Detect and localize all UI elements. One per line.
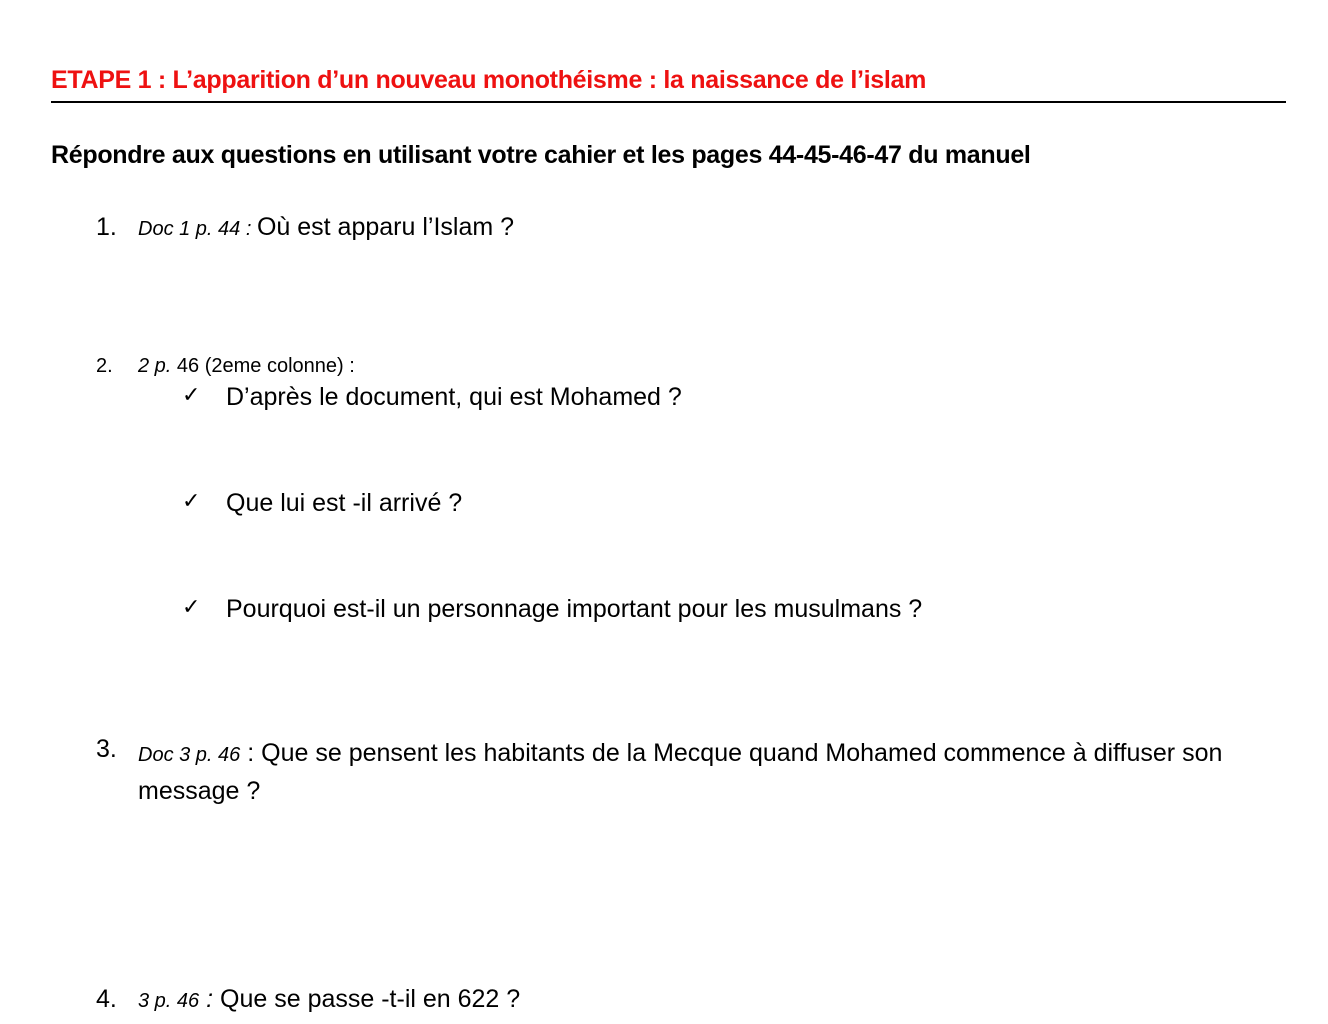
separator: : — [240, 218, 257, 240]
question-number: 4. — [96, 985, 117, 1013]
document-reference: 2 p. — [138, 355, 172, 377]
check-icon: ✓ — [182, 595, 201, 620]
subquestion-text: Pourquoi est-il un personnage important pour les musulmans ? — [226, 595, 923, 623]
question-body — [138, 735, 1248, 809]
question-number: 2. — [96, 355, 113, 377]
subquestion-text: Que lui est -il arrivé ? — [226, 489, 463, 517]
title-underline — [51, 101, 1286, 103]
instruction-text: Répondre aux questions en utilisant votre cahier et les pages 44-45-46-47 du manuel — [51, 141, 1031, 169]
question-text: Que se pensent les habitants de la Mecque quand Mohamed commence à diffuser son message ? — [138, 739, 1223, 805]
page-title: ETAPE 1 : L’apparition d’un nouveau monothéisme : la naissance de l’islam — [51, 66, 927, 94]
subquestion-text: D’après le document, qui est Mohamed ? — [226, 383, 682, 411]
check-icon: ✓ — [182, 489, 201, 514]
question-text: Où est apparu l’Islam ? — [256, 213, 515, 241]
question-text: Que se passe -t-il en 622 ? — [220, 985, 521, 1013]
question-number: 3. — [96, 735, 117, 763]
document-reference: Doc 3 p. 46 — [138, 744, 241, 766]
question-number: 1. — [96, 213, 117, 241]
question-body — [138, 355, 355, 378]
check-icon: ✓ — [182, 383, 201, 408]
document-reference: Doc 1 p. 44 — [138, 218, 241, 240]
separator: : — [240, 739, 262, 767]
question-text: 46 (2eme colonne) : — [171, 355, 355, 377]
question-body — [138, 985, 520, 1014]
separator: : — [199, 985, 221, 1013]
document-reference: 3 p. 46 — [138, 990, 200, 1012]
question-body — [138, 213, 514, 242]
